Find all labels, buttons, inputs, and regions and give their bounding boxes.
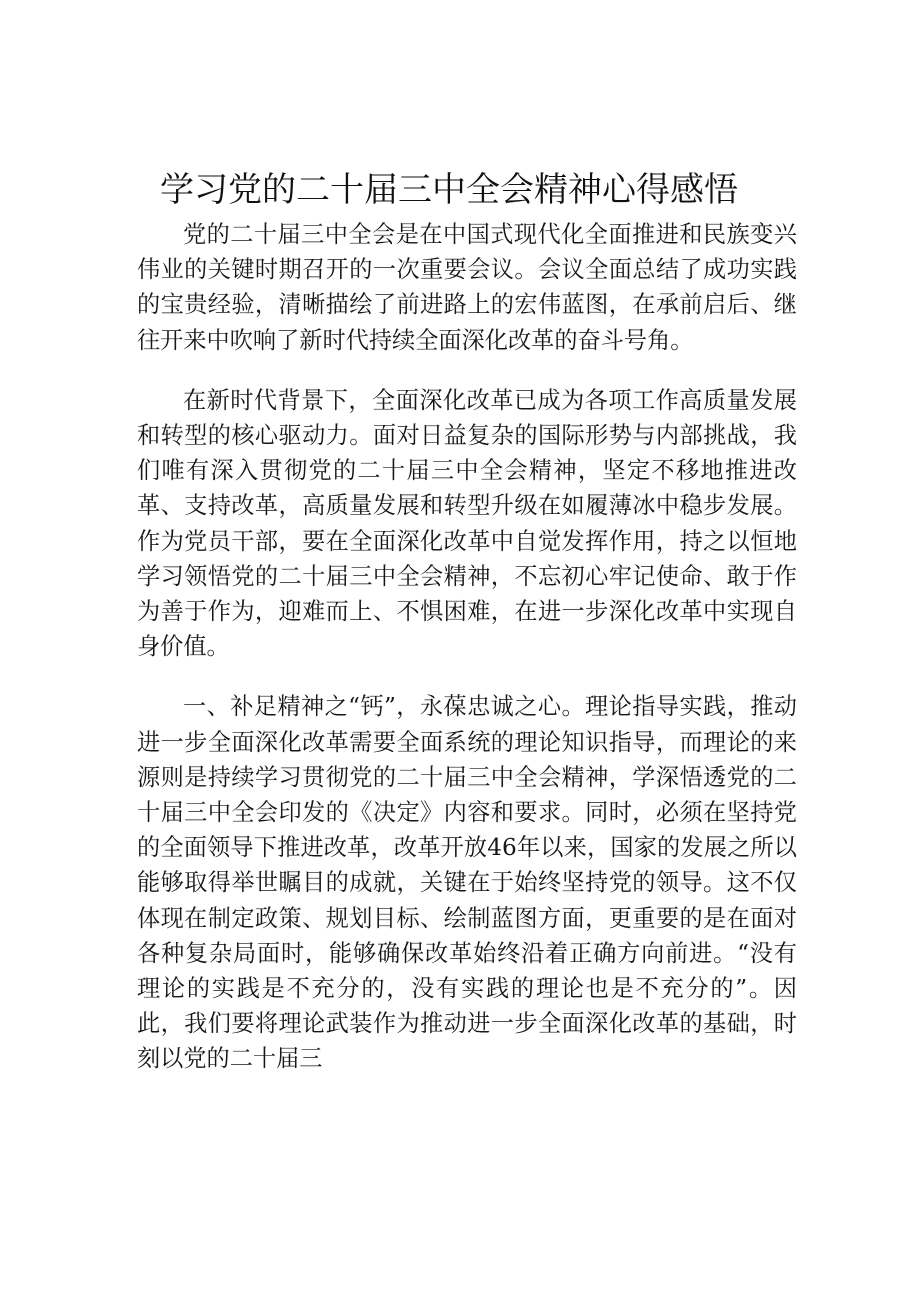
page-title: 学习党的二十届三中全会精神心得感悟 <box>160 170 738 210</box>
paragraph-section-one: 一、补足精神之“钙”，永葆忠诚之心。理论指导实践，推动进一步全面深化改革需要全面系统的理论知识指导，而理论的来源则是持续学习贯彻党的二十届三中全会精神，学深悟透党的二十届三中全会印发的《决定》内容和要求。同时，必须在坚持党的全面领导下推进改革，改革开放46年以来，国家的发展之所以能够取得举世瞩目的成就，关键在于始终坚持党的领导。这不仅体现在制定政策、规划目标、绘制蓝图方面，更重要的是在面对各种复杂局面时，能够确保改革始终沿着正确方向前进。“没有理论的实践是不充分的，没有实践的理论也是不充分的”。因此，我们要将理论武装作为推动进一步全面深化改革的基础，时刻以党的二十届三 <box>137 693 797 1073</box>
document-body <box>137 217 797 1077</box>
paragraph-intro: 党的二十届三中全会是在中国式现代化全面推进和民族变兴伟业的关键时期召开的一次重要会议。会议全面总结了成功实践的宝贵经验，清晰描绘了前进路上的宏伟蓝图，在承前启后、继往开来中吹响了新时代持续全面深化改革的奋斗号角。 <box>137 221 797 354</box>
paragraph-background: 在新时代背景下，全面深化改革已成为各项工作高质量发展和转型的核心驱动力。面对日益复杂的国际形势与内部挑战，我们唯有深入贯彻党的二十届三中全会精神，坚定不移地推进改革、支持改革，高质量发展和转型升级在如履薄冰中稳步发展。作为党员干部，要在全面深化改革中自觉发挥作用，持之以恒地学习领悟党的二十届三中全会精神，不忘初心牢记使命、敢于作为善于作为，迎难而上、不惧困难，在进一步深化改革中实现自身价值。 <box>137 386 797 661</box>
